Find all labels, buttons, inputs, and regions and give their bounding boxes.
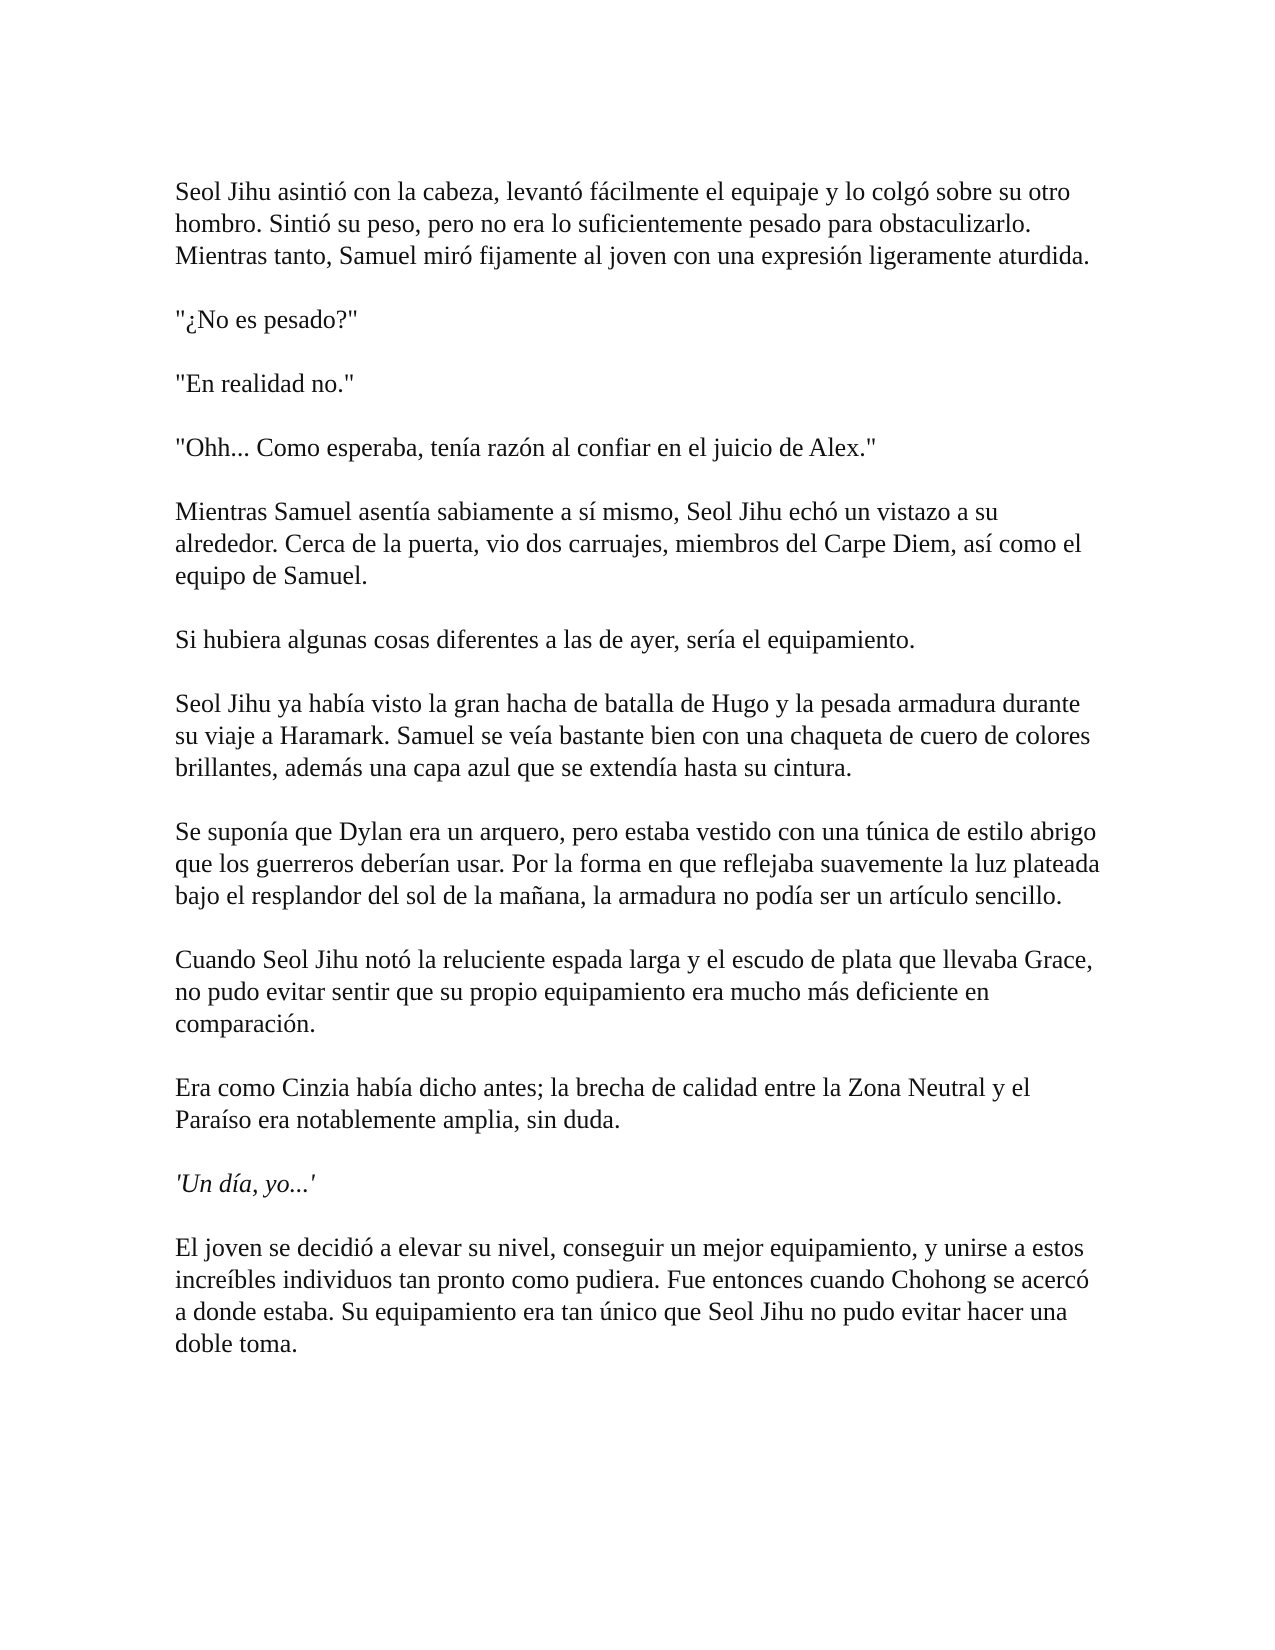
- paragraph: Era como Cinzia había dicho antes; la brecha de calidad entre la Zona Neutral y el Paraíso era notablemente amplia, sin duda.: [175, 1073, 1031, 1134]
- inner-thought-line: 'Un día, yo...': [175, 1169, 315, 1198]
- paragraph: Seol Jihu ya había visto la gran hacha de batalla de Hugo y la pesada armadura durante su viaje a Haramark. Samuel se veía bastante bien con una chaqueta de cuero de colores brillantes, además una capa azul que se extendía hasta su cintura.: [175, 689, 1091, 782]
- paragraph: Cuando Seol Jihu notó la reluciente espada larga y el escudo de plata que llevaba Grace, no pudo evitar sentir que su propio equipamiento era mucho más deficiente en comparación.: [175, 945, 1093, 1038]
- paragraph: Se suponía que Dylan era un arquero, pero estaba vestido con una túnica de estilo abrigo que los guerreros deberían usar. Por la forma en que reflejaba suavemente la luz plateada bajo el resplandor del sol de la mañana, la armadura no podía ser un artículo sencillo.: [175, 817, 1100, 910]
- paragraph: Si hubiera algunas cosas diferentes a las de ayer, sería el equipamiento.: [175, 625, 916, 654]
- paragraph: El joven se decidió a elevar su nivel, conseguir un mejor equipamiento, y unirse a estos increíbles individuos tan pronto como pudiera. Fue entonces cuando Chohong se acercó a donde estaba. Su equipamiento era tan único que Seol Jihu no pudo evitar hacer una doble toma.: [175, 1233, 1090, 1358]
- dialogue-line: "Ohh... Como esperaba, tenía razón al confiar en el juicio de Alex.": [175, 433, 877, 462]
- paragraph: Mientras Samuel asentía sabiamente a sí mismo, Seol Jihu echó un vistazo a su alrededor. Cerca de la puerta, vio dos carruajes, miembros del Carpe Diem, así como el equipo de Samuel.: [175, 497, 1082, 590]
- dialogue-line: "En realidad no.": [175, 369, 355, 398]
- document-body: [175, 176, 1105, 1392]
- paragraph: Seol Jihu asintió con la cabeza, levantó fácilmente el equipaje y lo colgó sobre su otro hombro. Sintió su peso, pero no era lo suficientemente pesado para obstaculizarlo. Mientras tanto, Samuel miró fijamente al joven con una expresión ligeramente aturdida.: [175, 177, 1090, 270]
- dialogue-line: "¿No es pesado?": [175, 305, 358, 334]
